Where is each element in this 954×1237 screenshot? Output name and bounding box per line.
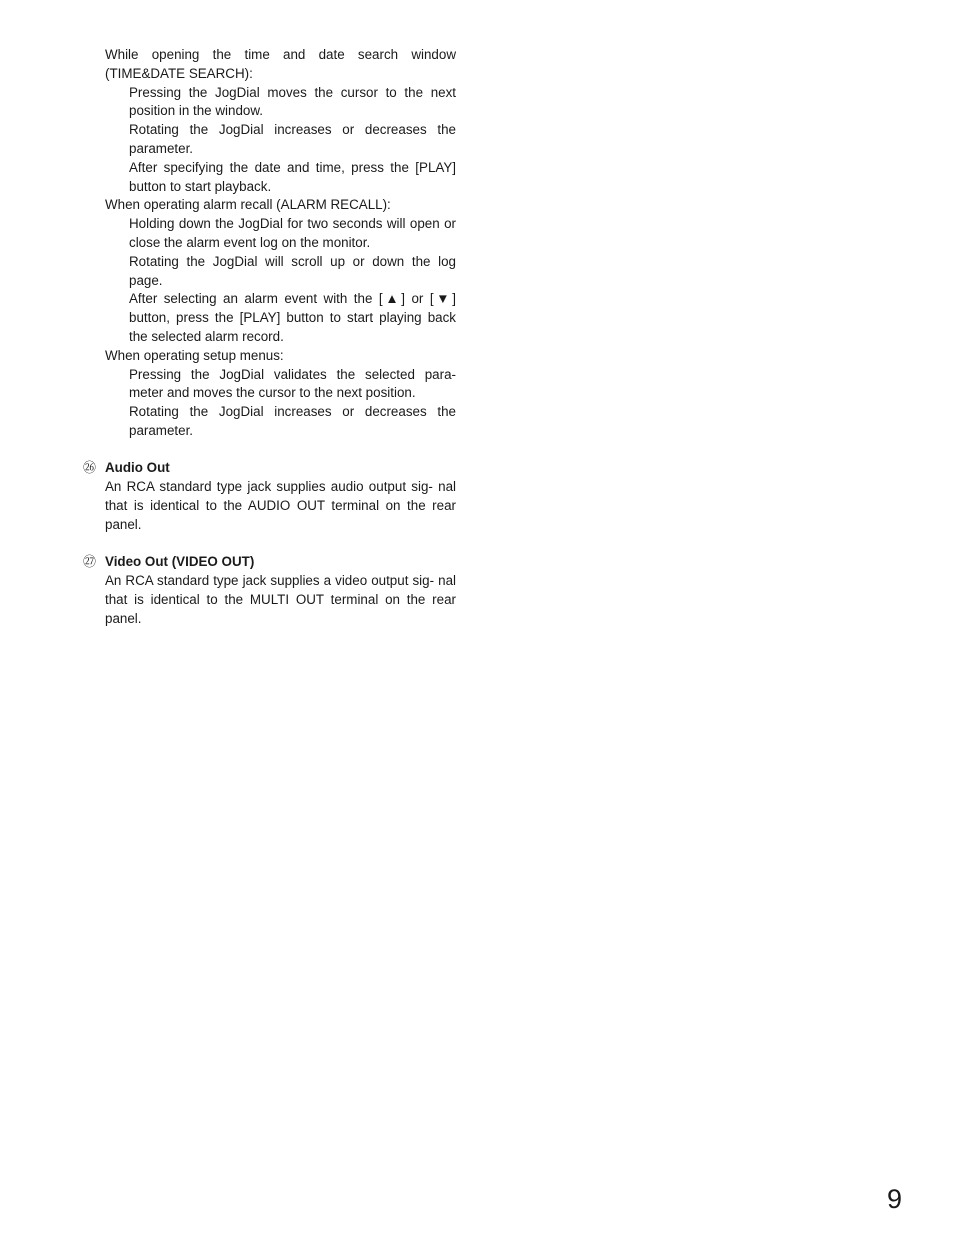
section-number: ㉗ (83, 554, 97, 570)
alarm-recall-item: Holding down the JogDial for two seconds will open or close the alarm event log on the monitor. (129, 216, 456, 250)
time-date-search-heading: While opening the time and date search window (TIME&DATE SEARCH): (105, 47, 456, 81)
time-date-item: After specifying the date and time, press the [PLAY] button to start playback. (129, 159, 456, 194)
section-title: Video Out (VIDEO OUT) (105, 554, 255, 570)
alarm-recall-heading: When operating alarm recall (ALARM RECALL): (105, 197, 391, 213)
spacer (105, 535, 456, 554)
section-title: Audio Out (105, 460, 170, 476)
page-number: 9 (887, 1184, 903, 1214)
setup-menus-item: Rotating the JogDial increases or decreases the parameter. (129, 404, 456, 438)
alarm-recall-item: After selecting an alarm event with the [▲] or [▼] button, press the [PLAY] button to start playing back the selected alarm record. (129, 291, 456, 344)
section-heading-audio-out (83, 459, 456, 478)
section-body-audio-out: An RCA standard type jack supplies audio output sig- nal that is identical to the AUDIO OUT terminal on the rear panel. (105, 479, 456, 532)
setup-menus-heading: When operating setup menus: (105, 347, 284, 363)
section-heading-video-out (83, 553, 456, 572)
time-date-item: Rotating the JogDial increases or decreases the parameter. (129, 122, 456, 156)
spacer (105, 441, 456, 460)
setup-menus-item: Pressing the JogDial validates the selected para- meter and moves the cursor to the next position. (129, 366, 456, 401)
time-date-item: Pressing the JogDial moves the cursor to the next position in the window. (129, 84, 456, 119)
alarm-recall-item: Rotating the JogDial will scroll up or down the log page. (129, 253, 456, 288)
section-body-video-out: An RCA standard type jack supplies a video output sig- nal that is identical to the MULTI OUT terminal on the rear panel. (105, 573, 456, 626)
text-column (83, 46, 456, 628)
section-number: ㉖ (83, 460, 97, 476)
